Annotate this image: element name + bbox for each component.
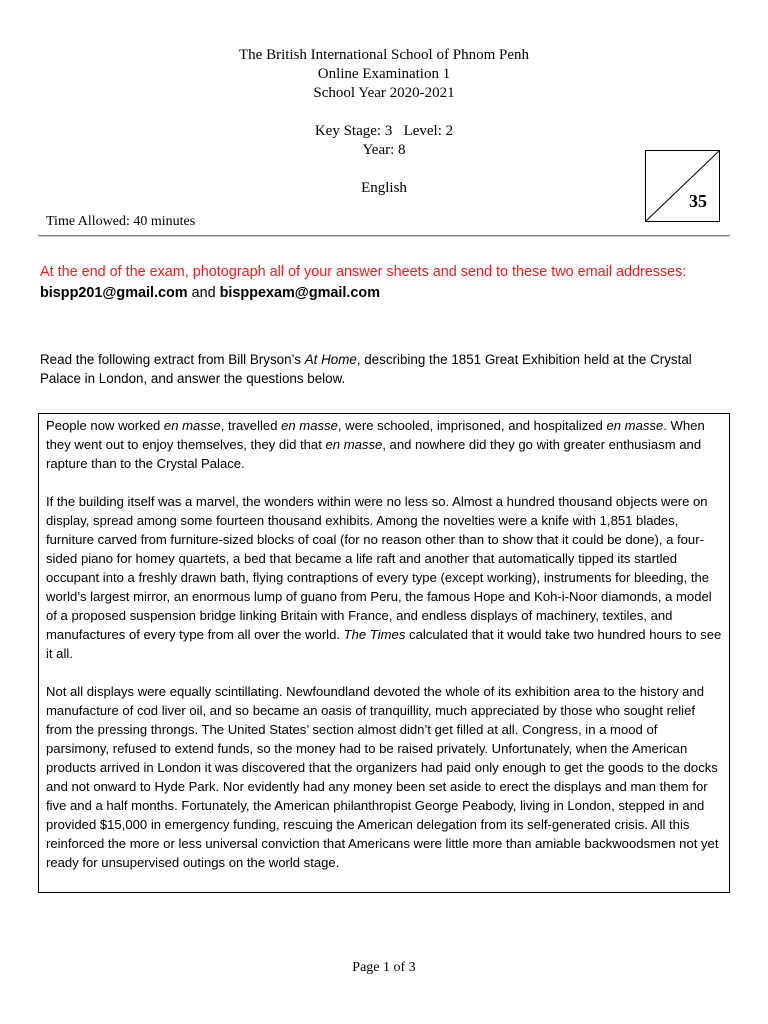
email-address-2[interactable]: bisppexam@gmail.com: [219, 285, 380, 301]
school-name: The British International School of Phnom Penh: [239, 47, 529, 63]
page-number: Page 1 of 3: [352, 960, 416, 975]
stage-level: Key Stage: 3 Level: 2: [314, 123, 454, 139]
intro-text-end: , describing the 1851 Great Exhibition held at the Crystal Palace in London, and answer the questions below.: [40, 352, 692, 386]
email-joiner: and: [187, 285, 220, 301]
total-marks: 35: [689, 191, 707, 211]
score-box: [645, 150, 720, 222]
time-allowed: Time Allowed: 40 minutes: [46, 214, 196, 229]
school-year: School Year 2020-2021: [313, 85, 455, 101]
intro-text-start: Read the following extract from Bill Bryson’s: [40, 352, 305, 367]
submission-instruction: At the end of the exam, photograph all of your answer sheets and send to these two email addresses:: [40, 264, 687, 280]
email-address-1[interactable]: bispp201@gmail.com: [40, 285, 188, 301]
extract-paragraph-1: People now worked en masse, travelled en masse, were schooled, imprisoned, and hospitalized en masse. When they went out to enjoy themselves, they did that en masse, and nowhere did they go with greater enthusiasm and rapture than to the Crystal Palace.: [46, 418, 705, 471]
extract-paragraph-2: If the building itself was a marvel, the wonders within were no less so. Almost a hundred thousand objects were on display, spread among some fourteen thousand exhibits. Among the novelties were a knife with 1,851 blades, furniture carved from furniture-sized blocks of coal (for no reason other than to show that it could be done), a four-sided piano for homey quartets, a bed that became a life raft and another that automatically tipped its startled occupant into a freshly drawn bath, flying contraptions of every type (except working), instruments for bleeding, the world’s largest mirror, an enormous lump of guano from Peru, the famous Hope and Koh-i-Noor diamonds, a model of a proposed suspension bridge linking Britain with France, and endless displays of machinery, textiles, and manufactures of every type from all over the world. The Times calculated that it would take two hundred hours to see it all.: [46, 494, 722, 661]
reading-intro: [40, 350, 730, 388]
extract-paragraph-3: Not all displays were equally scintillating. Newfoundland devoted the whole of its exhibition area to the history and manufacture of cod liver oil, and so became an oasis of tranquillity, much appreciated by those who sought relief from the pressing throngs. The United States’ section almost didn’t get filled at all. Congress, in a mood of parsimony, refused to extend funds, so the money had to be raised privately. Unfortunately, when the American products arrived in London it was discovered that the organizers had paid only enough to get the goods to the docks and not onward to Hyde Park. Nor evidently had any money been set aside to erect the displays and man them for five and a half months. Fortunately, the American philanthropist George Peabody, living in London, stepped in and provided $15,000 in emergency funding, rescuing the American delegation from its self-generated crisis. All this reinforced the more or less universal conviction that Americans were little more than amiable backwoodsmen not yet ready for unsupervised outings on the world stage.: [46, 684, 719, 870]
extract-box: [38, 413, 730, 893]
year-level: Year: 8: [362, 142, 406, 158]
subject: English: [361, 180, 407, 196]
exam-title: Online Examination 1: [317, 66, 451, 82]
header-divider: [38, 235, 730, 237]
diagonal-line-icon: [646, 151, 719, 221]
book-title: At Home: [304, 352, 357, 367]
email-addresses: [40, 285, 380, 301]
